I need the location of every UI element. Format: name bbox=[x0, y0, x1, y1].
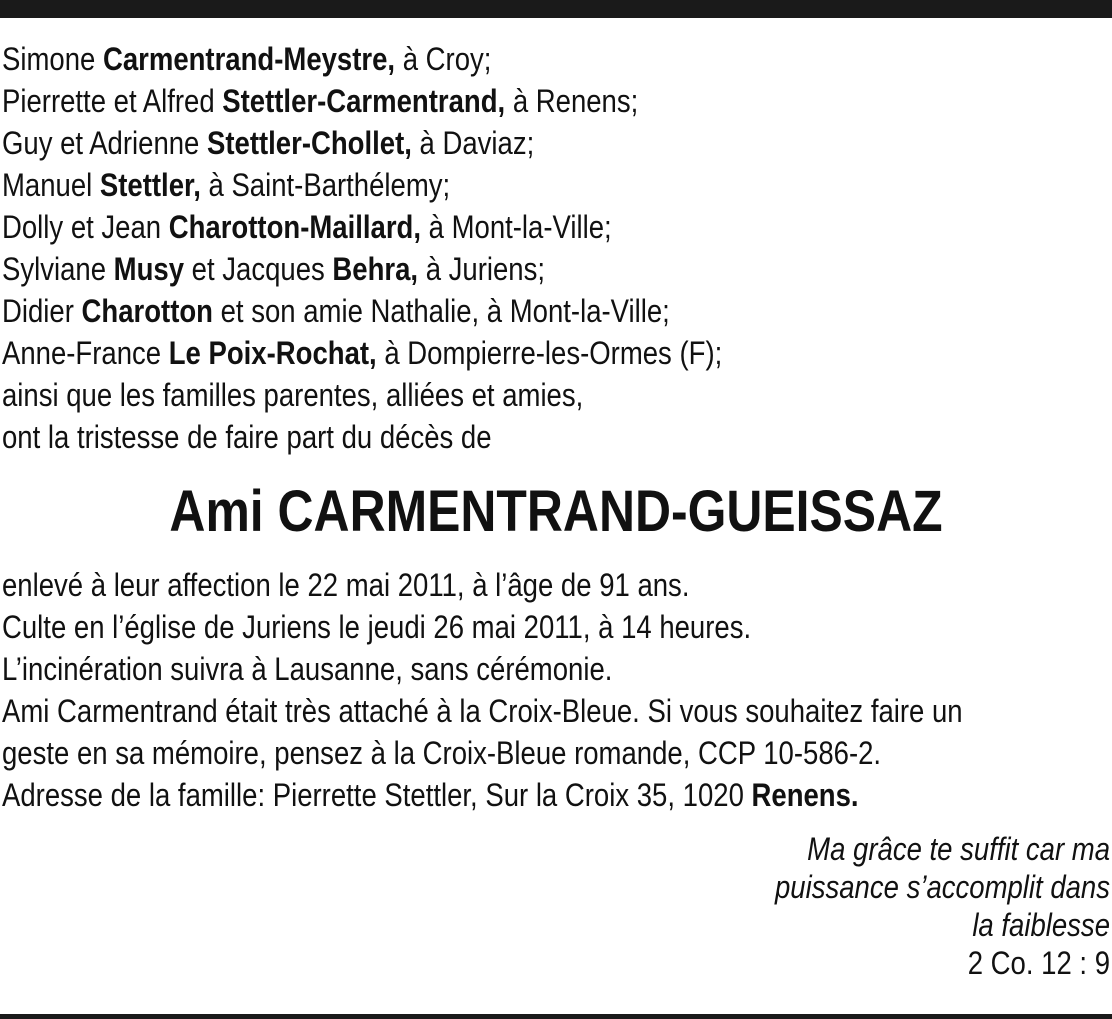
notice-body bbox=[2, 564, 1110, 816]
family-line: Manuel Stettler, à Saint-Barthélemy; bbox=[2, 167, 451, 203]
family-list bbox=[2, 38, 1110, 458]
quote-line: la faiblesse bbox=[972, 907, 1110, 943]
family-line: Simone Carmentrand-Meystre, à Croy; bbox=[2, 41, 492, 77]
family-line: Guy et Adrienne Stettler-Chollet, à Daviaz; bbox=[2, 125, 535, 161]
body-line: Culte en l’église de Juriens le jeudi 26 mai 2011, à 14 heures. bbox=[2, 609, 752, 645]
family-line: Pierrette et Alfred Stettler-Carmentrand, à Renens; bbox=[2, 83, 639, 119]
family-address: Adresse de la famille: Pierrette Stettler, Sur la Croix 35, 1020 Renens. bbox=[2, 777, 859, 813]
scripture-quote bbox=[510, 830, 1110, 982]
announcement-line: ont la tristesse de faire part du décès de bbox=[2, 419, 492, 455]
family-line: Sylviane Musy et Jacques Behra, à Juriens; bbox=[2, 251, 546, 287]
top-rule bbox=[0, 0, 1112, 18]
family-line: Didier Charotton et son amie Nathalie, à Mont-la-Ville; bbox=[2, 293, 670, 329]
family-line: Dolly et Jean Charotton-Maillard, à Mont-la-Ville; bbox=[2, 209, 612, 245]
deceased-name: Ami CARMENTRAND-GUEISSAZ bbox=[169, 479, 943, 544]
bottom-rule bbox=[0, 1014, 1112, 1019]
body-line: enlevé à leur affection le 22 mai 2011, à l’âge de 91 ans. bbox=[2, 567, 690, 603]
quote-line: puissance s’accomplit dans bbox=[775, 869, 1110, 905]
quote-reference: 2 Co. 12 : 9 bbox=[967, 945, 1110, 981]
family-line: ainsi que les familles parentes, alliées et amies, bbox=[2, 377, 584, 413]
body-line: Ami Carmentrand était très attaché à la Croix-Bleue. Si vous souhaitez faire un bbox=[2, 693, 963, 729]
quote-line: Ma grâce te suffit car ma bbox=[807, 831, 1110, 867]
body-line: L’incinération suivra à Lausanne, sans cérémonie. bbox=[2, 651, 613, 687]
body-line: geste en sa mémoire, pensez à la Croix-Bleue romande, CCP 10-586-2. bbox=[2, 735, 882, 771]
family-line: Anne-France Le Poix-Rochat, à Dompierre-les-Ormes (F); bbox=[2, 335, 723, 371]
